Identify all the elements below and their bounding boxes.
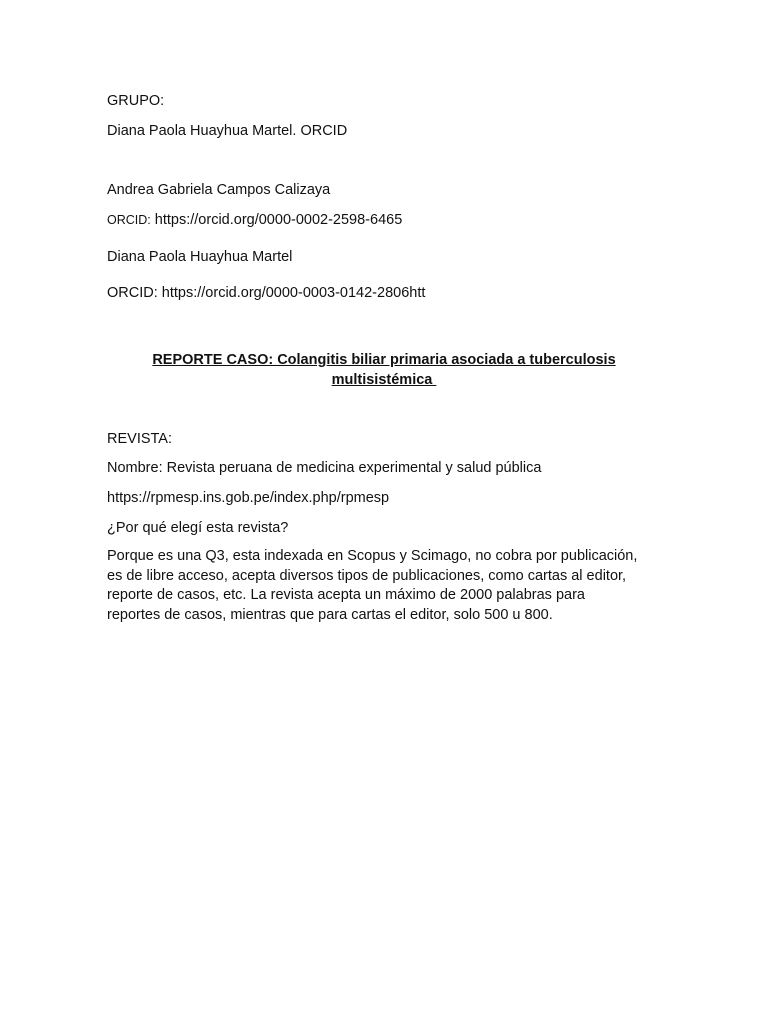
reason-line: reportes de casos, mientras que para cartas el editor, solo 500 u 800. [107,606,553,623]
group-header-name: Diana Paola Huayhua Martel. ORCID [107,123,348,139]
journal-question: ¿Por qué elegí esta revista? [107,520,289,536]
author-1-name: Andrea Gabriela Campos Calizaya [107,182,331,198]
title-line-1: REPORTE CASO: Colangitis biliar primaria asociada a tuberculosis [152,352,616,368]
journal-name: Nombre: Revista peruana de medicina experimental y salud pública [107,460,542,476]
reason-line: reporte de casos, etc. La revista acepta un máximo de 2000 palabras para [107,587,585,603]
author-1-orcid [107,211,402,229]
reason-line: Porque es una Q3, esta indexada en Scopus y Scimago, no cobra por publicación, [107,548,638,564]
reason-line: es de libre acceso, acepta diversos tipos de publicaciones, como cartas al editor, [107,567,627,584]
author-2-name: Diana Paola Huayhua Martel [107,249,293,265]
group-label: GRUPO: [107,93,165,109]
author-1-orcid-label: ORCID: [107,213,151,227]
author-1-orcid-url: https://orcid.org/0000-0002-2598-6465 [154,212,403,228]
author-2-orcid: ORCID: https://orcid.org/0000-0003-0142-2806htt [107,285,426,301]
case-report-title [107,350,661,390]
journal-reason-paragraph [107,547,667,625]
journal-label: REVISTA: [107,431,172,447]
journal-url: https://rpmesp.ins.gob.pe/index.php/rpmesp [107,490,390,506]
title-line-2: multisistémica [331,372,437,388]
